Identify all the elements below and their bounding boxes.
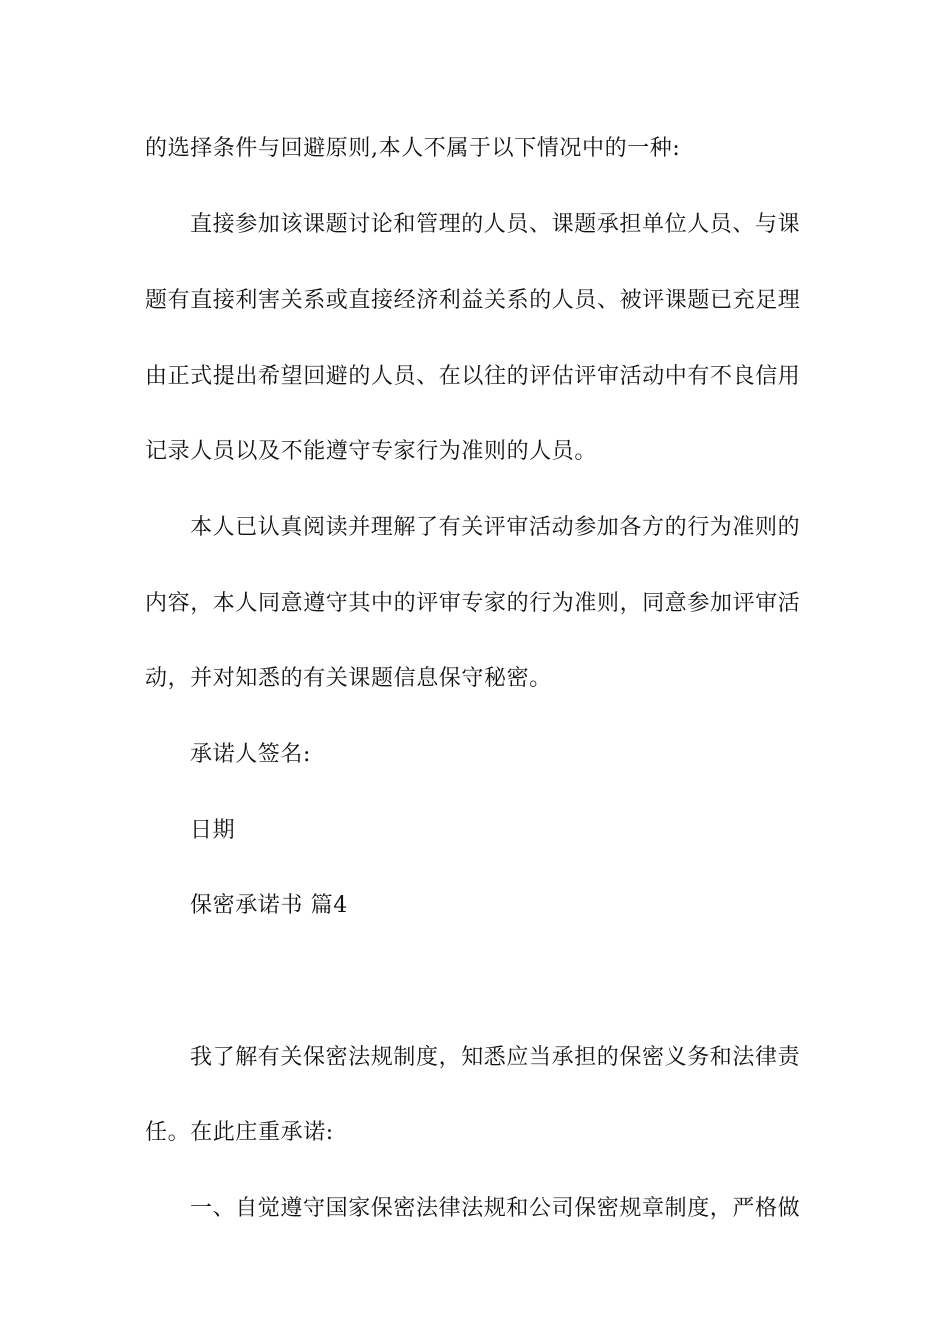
text-line: 任。在此庄重承诺: (145, 1120, 334, 1145)
date-label: 日期 (190, 818, 236, 843)
text-line: 记录人员以及不能遵守专家行为准则的人员。 (145, 439, 598, 464)
paragraph-first-line: 本人已认真阅读并理解了有关评审活动参加各方的行为准则的 (190, 515, 801, 540)
paragraph-first-line: 我了解有关保密法规制度，知悉应当承担的保密义务和法律责 (190, 1045, 801, 1070)
text-line: 题有直接利害关系或直接经济利益关系的人员、被评课题已充足理 (145, 288, 801, 313)
text-line: 由正式提出希望回避的人员、在以往的评估评审活动中有不良信用 (145, 364, 801, 389)
text-line: 的选择条件与回避原则,本人不属于以下情况中的一种: (145, 136, 681, 161)
paragraph-first-line: 一、自觉遵守国家保密法律法规和公司保密规章制度，严格做 (190, 1196, 801, 1221)
paragraph-first-line: 直接参加该课题讨论和管理的人员、课题承担单位人员、与课 (190, 212, 801, 237)
section-heading: 保密承诺书 篇4 (190, 893, 348, 918)
text-line: 动，并对知悉的有关课题信息保守秘密。 (145, 666, 552, 691)
signature-label: 承诺人签名: (190, 742, 312, 767)
text-line: 内容，本人同意遵守其中的评审专家的行为准则，同意参加评审活 (145, 591, 801, 616)
